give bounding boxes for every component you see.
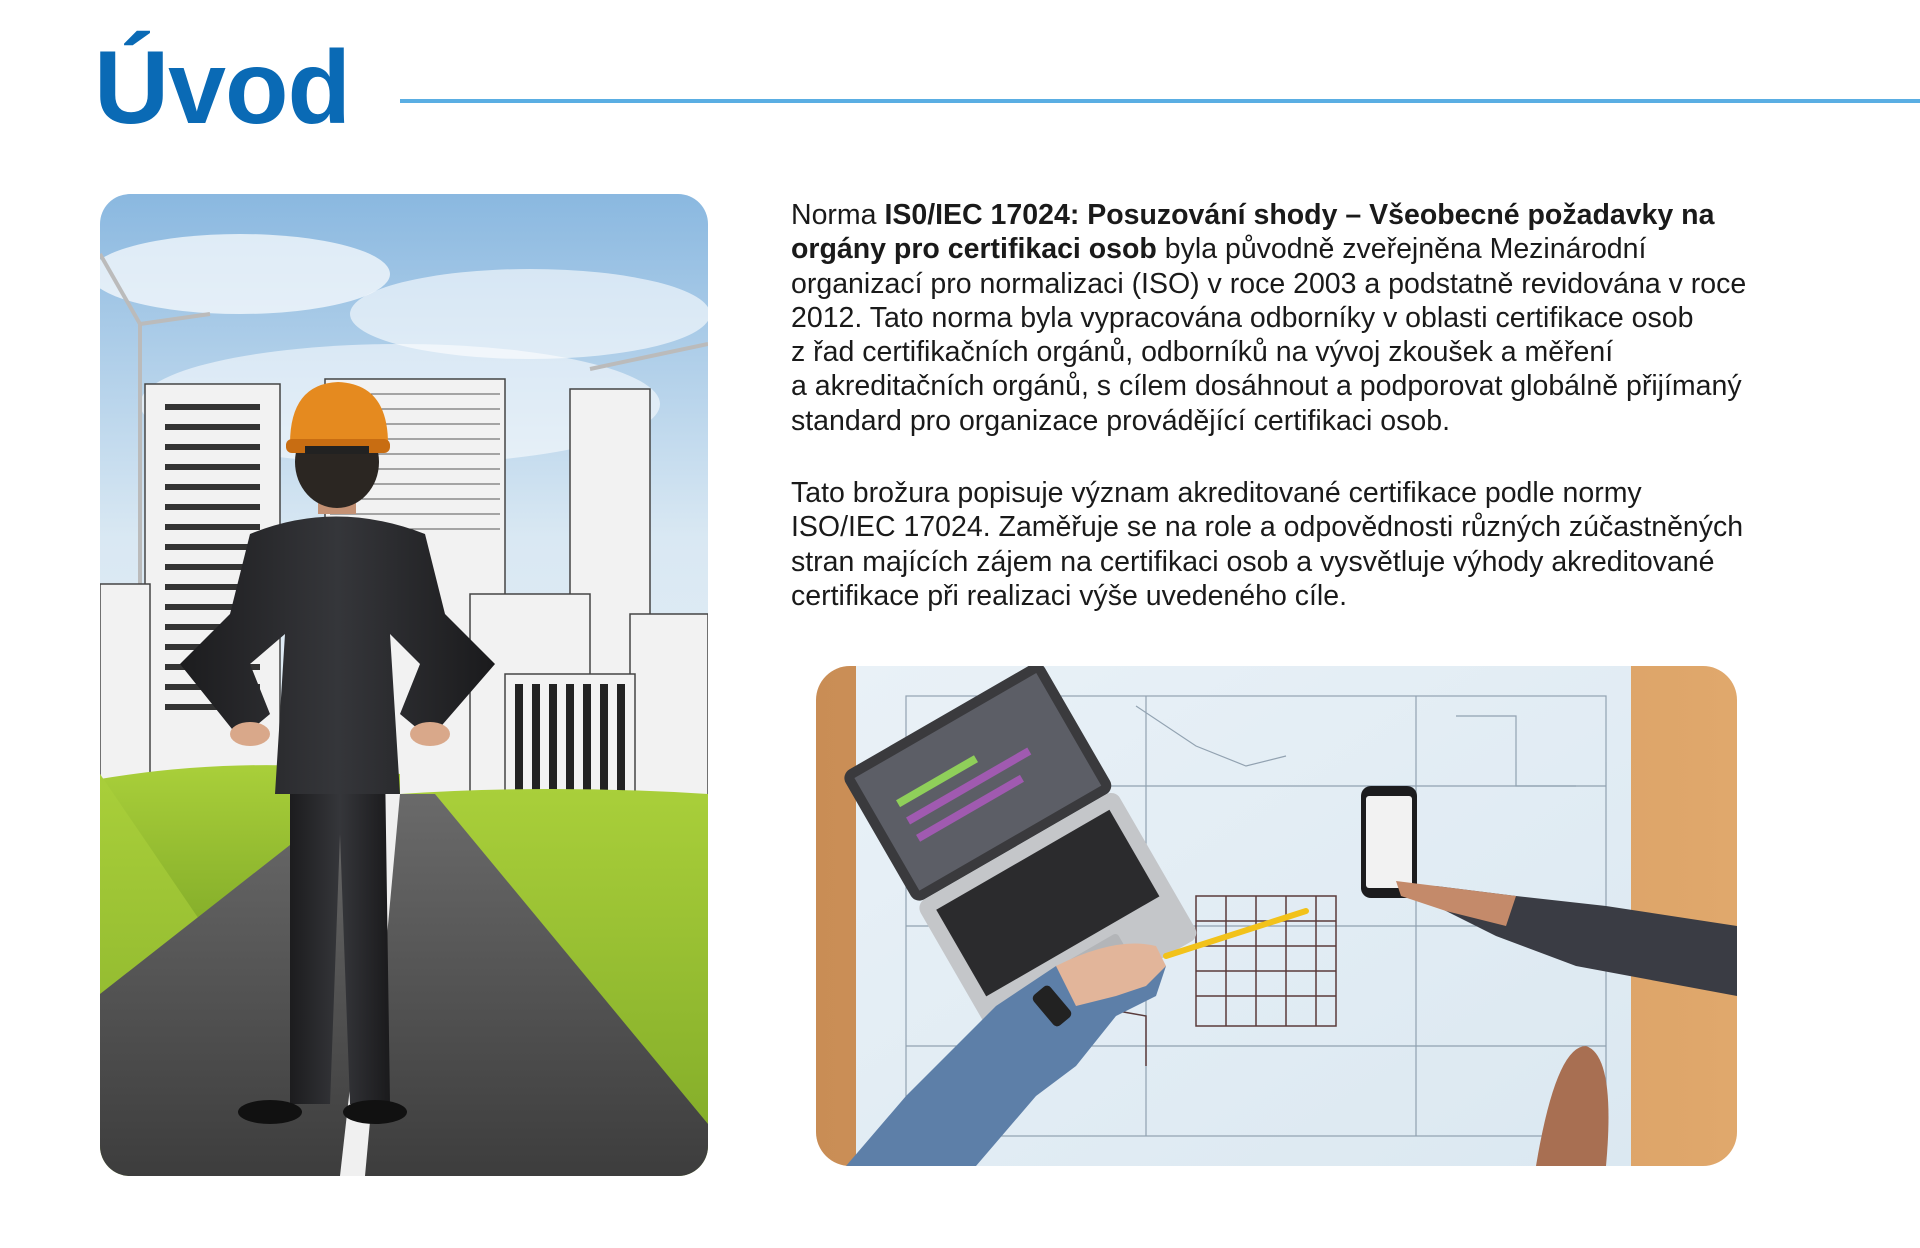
engineer-city-photo — [100, 194, 708, 1176]
paragraph-1-line-6: a akreditačních orgánů, s cílem dosáhnout a podporovat globálně přijímaný — [791, 370, 1742, 403]
paragraph-1-line-4: 2012. Tato norma byla vypracována odborníky v oblasti certifikace osob — [791, 301, 1694, 334]
standard-title-part-1: IS0/IEC 17024: Posuzování shody – Všeobecné požadavky na — [884, 199, 1715, 231]
paragraph-2-line-1: Tato brožura popisuje význam akreditované certifikace podle normy — [791, 477, 1642, 509]
paragraph-2-line-4: certifikace při realizaci výše uvedeného cíle. — [791, 579, 1348, 612]
paragraph-1-line-5: z řad certifikačních orgánů, odborníků na vývoj zkoušek a měření — [791, 336, 1614, 369]
blueprint-desk-photo — [816, 666, 1737, 1166]
blueprint-desk-illustration — [816, 666, 1737, 1166]
paragraph-1-line-3: organizací pro normalizaci (ISO) v roce 2003 a podstatně revidována v roce — [791, 267, 1747, 300]
paragraph-1-line-2 — [791, 232, 1851, 266]
engineer-city-illustration — [100, 194, 708, 1176]
paragraph-1-line-7: standard pro organizace provádějící certifikaci osob. — [791, 404, 1451, 437]
paragraph-2-line-2: ISO/IEC 17024. Zaměřuje se na role a odpovědnosti různých zúčastněných — [791, 511, 1744, 544]
standard-title-part-2: orgány pro certifikaci osob — [791, 233, 1157, 266]
paragraph-1-line-1 — [791, 198, 1851, 232]
paragraph-1-line-2-text: byla původně zveřejněna Mezinárodní — [1156, 233, 1647, 266]
title-divider — [400, 99, 1920, 103]
intro-paragraph-1 — [791, 198, 1851, 438]
norma-label: Norma — [791, 199, 885, 231]
page-title: Úvod — [94, 30, 350, 146]
paragraph-2-line-3: stran majících zájem na certifikaci osob a vysvětluje výhody akreditované — [791, 545, 1715, 578]
intro-paragraph-2 — [791, 476, 1851, 613]
